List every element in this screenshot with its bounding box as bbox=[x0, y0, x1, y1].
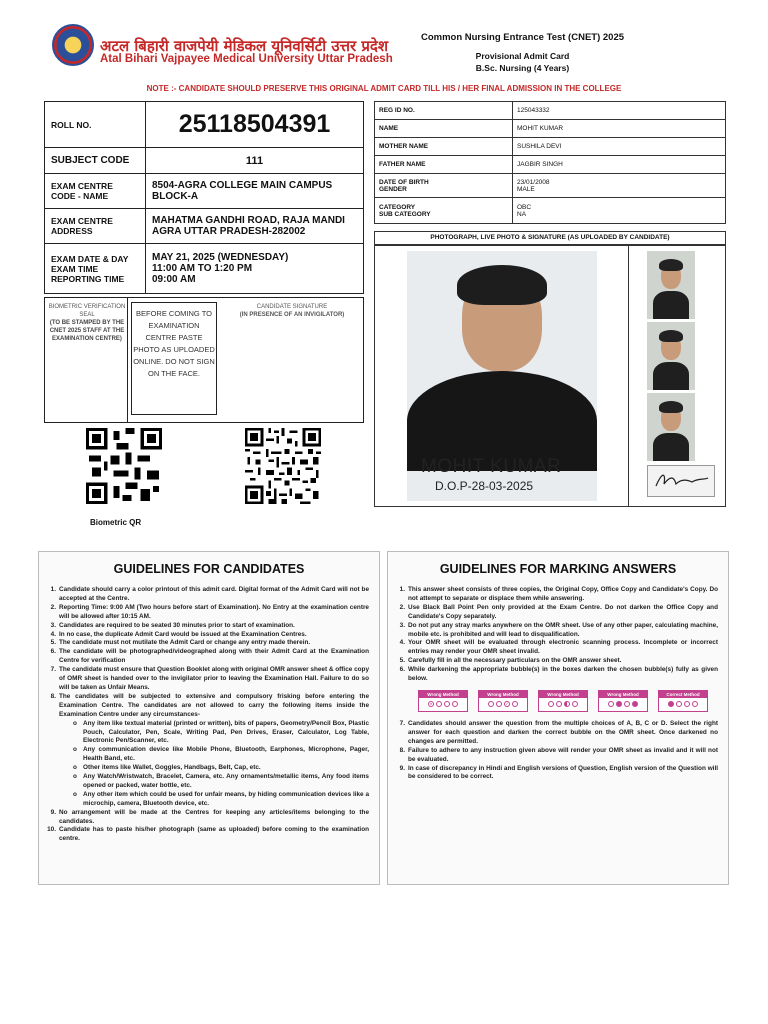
dob-value: 23/01/2008 bbox=[517, 178, 550, 186]
omr-method-correct: Correct Method bbox=[658, 690, 708, 712]
omr-method-wrong-4: Wrong Method bbox=[598, 690, 648, 712]
biometric-seal-text bbox=[48, 303, 126, 343]
exam-title: Common Nursing Entrance Test (CNET) 2025 bbox=[420, 32, 625, 43]
candidate-signature-image bbox=[647, 465, 715, 497]
list-item: 8. The candidates will be subjected to extensive and compulsory frisking before entering the Examination Centre. The candidates are not allowed to carry the following items inside the Examination Centre under any circumstances- bbox=[50, 692, 369, 718]
university-name-hindi: अटल बिहारी वाजपेयी मेडिकल यूनिवर्सिटी उत्तर प्रदेश bbox=[100, 37, 389, 55]
live-photo-2 bbox=[647, 322, 695, 390]
list-item: 5. Carefully fill in all the necessary particulars on the OMR answer sheet. bbox=[399, 657, 622, 665]
omr-method-wrong-2: Wrong Method ✓ bbox=[478, 690, 528, 712]
category-labels bbox=[375, 198, 513, 224]
name-label: NAME bbox=[375, 120, 513, 138]
verification-divider bbox=[127, 297, 128, 423]
name-value: MOHIT KUMAR bbox=[513, 120, 726, 138]
photo-hair bbox=[457, 265, 547, 305]
photo-caption-dop: D.O.P-28-03-2025 bbox=[435, 479, 534, 493]
university-logo bbox=[52, 24, 94, 66]
guidelines-marking-list bbox=[396, 586, 718, 782]
list-item: 4. In no case, the duplicate Admit Card would be issued at the Examination Centres. bbox=[50, 630, 307, 638]
paste-photo-box: BEFORE COMING TO EXAMINATION CENTRE PASTE PHOTO AS UPLOADED ONLINE. DO NOT SIGN ON THE FACE. bbox=[131, 302, 217, 415]
list-subitem: o Any item like textual material (printed or written), bits of papers, Geometry/Pencil Box, Plastic Pouch, Calculator, Pen, Scale, Writing Pad, Pen Drives, Eraser, Calculator, Log Table, Electronic Pen/Scanner, etc. bbox=[73, 719, 369, 745]
signature-note: (IN PRESENCE OF AN INVIGILATOR) bbox=[239, 312, 345, 318]
centre-address-label: EXAM CENTRE ADDRESS bbox=[45, 209, 146, 244]
university-name-english: Atal Bihari Vajpayee Medical University Uttar Pradesh bbox=[100, 53, 393, 65]
guidelines-marking-box bbox=[387, 551, 729, 885]
biometric-qr-code bbox=[86, 428, 162, 504]
candidate-signature-label bbox=[220, 303, 364, 319]
list-item: 1. Candidate should carry a color printout of this admit card. Digital format of the Admit Card will not be accepted at the Centre. bbox=[50, 586, 369, 602]
candidate-photo bbox=[407, 251, 597, 501]
list-item: 2. Use Black Ball Point Pen only provided at the Exam Centre. Do not darken the Office Copy and Candidate's Copy separately. bbox=[399, 603, 718, 620]
biometric-seal-note: (TO BE STAMPED BY THE CNET 2025 STAFF AT THE EXAMINATION CENTRE) bbox=[49, 320, 125, 342]
father-name-value: JAGBIR SINGH bbox=[513, 156, 726, 174]
date-time-labels bbox=[45, 244, 146, 294]
list-item: 9. No arrangement will be made at the Centres for keeping any articles/items belonging to the candidates. bbox=[50, 808, 369, 825]
card-type: Provisional Admit Card bbox=[475, 51, 570, 61]
tick-bubble-icon: ✓ bbox=[505, 701, 509, 707]
exam-date-label: EXAM DATE & DAY bbox=[51, 253, 129, 264]
subcategory-label: SUB CATEGORY bbox=[379, 210, 431, 218]
exam-date-value: MAY 21, 2025 (WEDNESDAY) bbox=[152, 252, 289, 263]
list-item: 8. Failure to adhere to any instruction given above will render your OMR sheet as invalid and it will not be evaluated. bbox=[399, 746, 718, 763]
reporting-time-value: 09:00 AM bbox=[152, 274, 196, 285]
list-subitem: o Any other item which could be used for unfair means, by hiding communication devices like a microchip, camera, Bluetooth device, etc. bbox=[73, 790, 369, 807]
dob-gender-labels bbox=[375, 174, 513, 198]
list-item: 5. The candidate must not mutilate the Admit Card or change any entry made therein. bbox=[50, 639, 311, 647]
list-item: 4. Your OMR sheet will be evaluated through electronic scanning process. Incomplete or incorrect entries may render your OMR sheet invalid. bbox=[399, 639, 718, 656]
list-item: 7. The candidate must ensure that Question Booklet along with original OMR answer sheet & office copy of OMR sheet is handed over to the invigilator prior to leaving the Examination Hall. Failure to do so will be taken as Unfair Means. bbox=[50, 666, 369, 691]
subcategory-value: NA bbox=[517, 210, 527, 218]
list-item: 3. Do not put any stray marks anywhere on the OMR sheet. Use of any other paper, calculating machine, mobile etc. is prohibited and will lead to disqualification. bbox=[399, 621, 718, 638]
exam-time-label: EXAM TIME bbox=[51, 263, 99, 274]
exam-info-table bbox=[44, 101, 364, 294]
list-item: 10. Candidate has to paste his/her photograph (same as uploaded) before coming to the examination centre. bbox=[47, 826, 369, 843]
subject-code: 111 bbox=[146, 148, 364, 174]
preserve-note: NOTE :- CANDIDATE SHOULD PRESERVE THIS ORIGINAL ADMIT CARD TILL HIS / HER FINAL ADMISSION IN THE COLLEGE bbox=[146, 84, 622, 93]
half-bubble-icon bbox=[564, 701, 570, 707]
omr-method-wrong-1: Wrong Method × bbox=[418, 690, 468, 712]
photo-section-header: PHOTOGRAPH, LIVE PHOTO & SIGNATURE (AS UPLOADED BY CANDIDATE) bbox=[374, 231, 726, 245]
signature-title: CANDIDATE SIGNATURE bbox=[256, 304, 328, 310]
roll-number: 25118504391 bbox=[146, 102, 364, 148]
cross-bubble-icon: × bbox=[429, 701, 433, 707]
list-item: 6. While darkening the appropriate bubble(s) in the boxes darken the chosen bubble(s) fully as given below. bbox=[399, 666, 718, 683]
biometric-seal-title: BIOMETRIC VERIFICATION SEAL bbox=[48, 304, 126, 318]
guidelines-candidates-list bbox=[47, 586, 369, 844]
list-item: 2. Reporting Time: 9:00 AM (Two hours before start of Examination). No Entry at the examination centre will be allowed after 10:15 AM. bbox=[50, 603, 369, 620]
live-photo-3 bbox=[647, 393, 695, 461]
omr-methods bbox=[418, 690, 708, 712]
guidelines-marking-title: GUIDELINES FOR MARKING ANSWERS bbox=[439, 562, 677, 576]
list-item: 3. Candidates are required to be seated 30 minutes prior to start of examination. bbox=[50, 621, 295, 629]
gender-value: MALE bbox=[517, 185, 535, 193]
reg-id-value: 125043332 bbox=[513, 102, 726, 120]
subject-label: SUBJECT CODE bbox=[45, 148, 146, 174]
mother-name-value: SUSHILA DEVI bbox=[513, 138, 726, 156]
category-values bbox=[513, 198, 726, 224]
roll-label: ROLL NO. bbox=[45, 102, 146, 148]
list-item: 7. Candidates should answer the question from the multiple choices of A, B, C or D. Select the right answer for each question and darken the correct bubble on the OMR sheet. Once darkened no changes are permitted. bbox=[399, 719, 718, 745]
reporting-time-label: REPORTING TIME bbox=[51, 273, 125, 284]
centre-address-value: MAHATMA GANDHI ROAD, RAJA MANDI AGRA UTTAR PRADESH-282002 bbox=[146, 209, 364, 244]
list-item: 1. This answer sheet consists of three copies, the Original Copy, Office Copy and Candidate's Copy. Do not attempt to separate or displace them while answering. bbox=[399, 586, 718, 602]
guidelines-candidates-box bbox=[38, 551, 380, 885]
list-subitem: o Any Watch/Wristwatch, Bracelet, Camera, etc. Any ornaments/metallic items, Any food items opened or packed, water bottle, etc. bbox=[73, 773, 369, 789]
photo-caption-name: MOHIT KUMAR bbox=[421, 456, 562, 477]
course-name: B.Sc. Nursing (4 Years) bbox=[475, 63, 570, 73]
list-subitem: o Other items like Wallet, Goggles, Handbags, Belt, Cap, etc. bbox=[73, 764, 261, 772]
centre-code-value: 8504-AGRA COLLEGE MAIN CAMPUS BLOCK-A bbox=[146, 174, 364, 209]
gender-label: GENDER bbox=[379, 185, 407, 193]
filled-bubble-icon bbox=[668, 701, 674, 707]
reg-id-label: REG ID NO. bbox=[375, 102, 513, 120]
mother-name-label: MOTHER NAME bbox=[375, 138, 513, 156]
date-time-values bbox=[146, 244, 364, 294]
list-subitem: o Any communication device like Mobile Phone, Bluetooth, Earphones, Microphone, Pager, Health Band, etc. bbox=[73, 746, 369, 763]
biometric-qr-label: Biometric QR bbox=[90, 518, 142, 527]
list-item: 6. The candidate will be photographed/videographed along with their Admit Card at the Examination Centre for verification bbox=[50, 648, 369, 665]
category-value: OBC bbox=[517, 203, 532, 211]
list-item: 9. In case of discrepancy in Hindi and English versions of Question, English version of the Question will be considered to be correct. bbox=[399, 764, 718, 781]
dob-label: DATE OF BIRTH bbox=[379, 178, 429, 186]
exam-time-value: 11:00 AM TO 1:20 PM bbox=[152, 263, 253, 274]
father-name-label: FATHER NAME bbox=[375, 156, 513, 174]
photo-divider bbox=[628, 245, 629, 507]
live-photo-1 bbox=[647, 251, 695, 319]
centre-code-label: EXAM CENTRE CODE - NAME bbox=[45, 174, 146, 209]
category-label: CATEGORY bbox=[379, 203, 416, 211]
guidelines-candidates-title: GUIDELINES FOR CANDIDATES bbox=[113, 562, 305, 576]
admit-card-qr-code bbox=[245, 428, 321, 504]
dob-gender-values bbox=[513, 174, 726, 198]
omr-method-wrong-3: Wrong Method bbox=[538, 690, 588, 712]
candidate-info-table bbox=[374, 101, 726, 224]
